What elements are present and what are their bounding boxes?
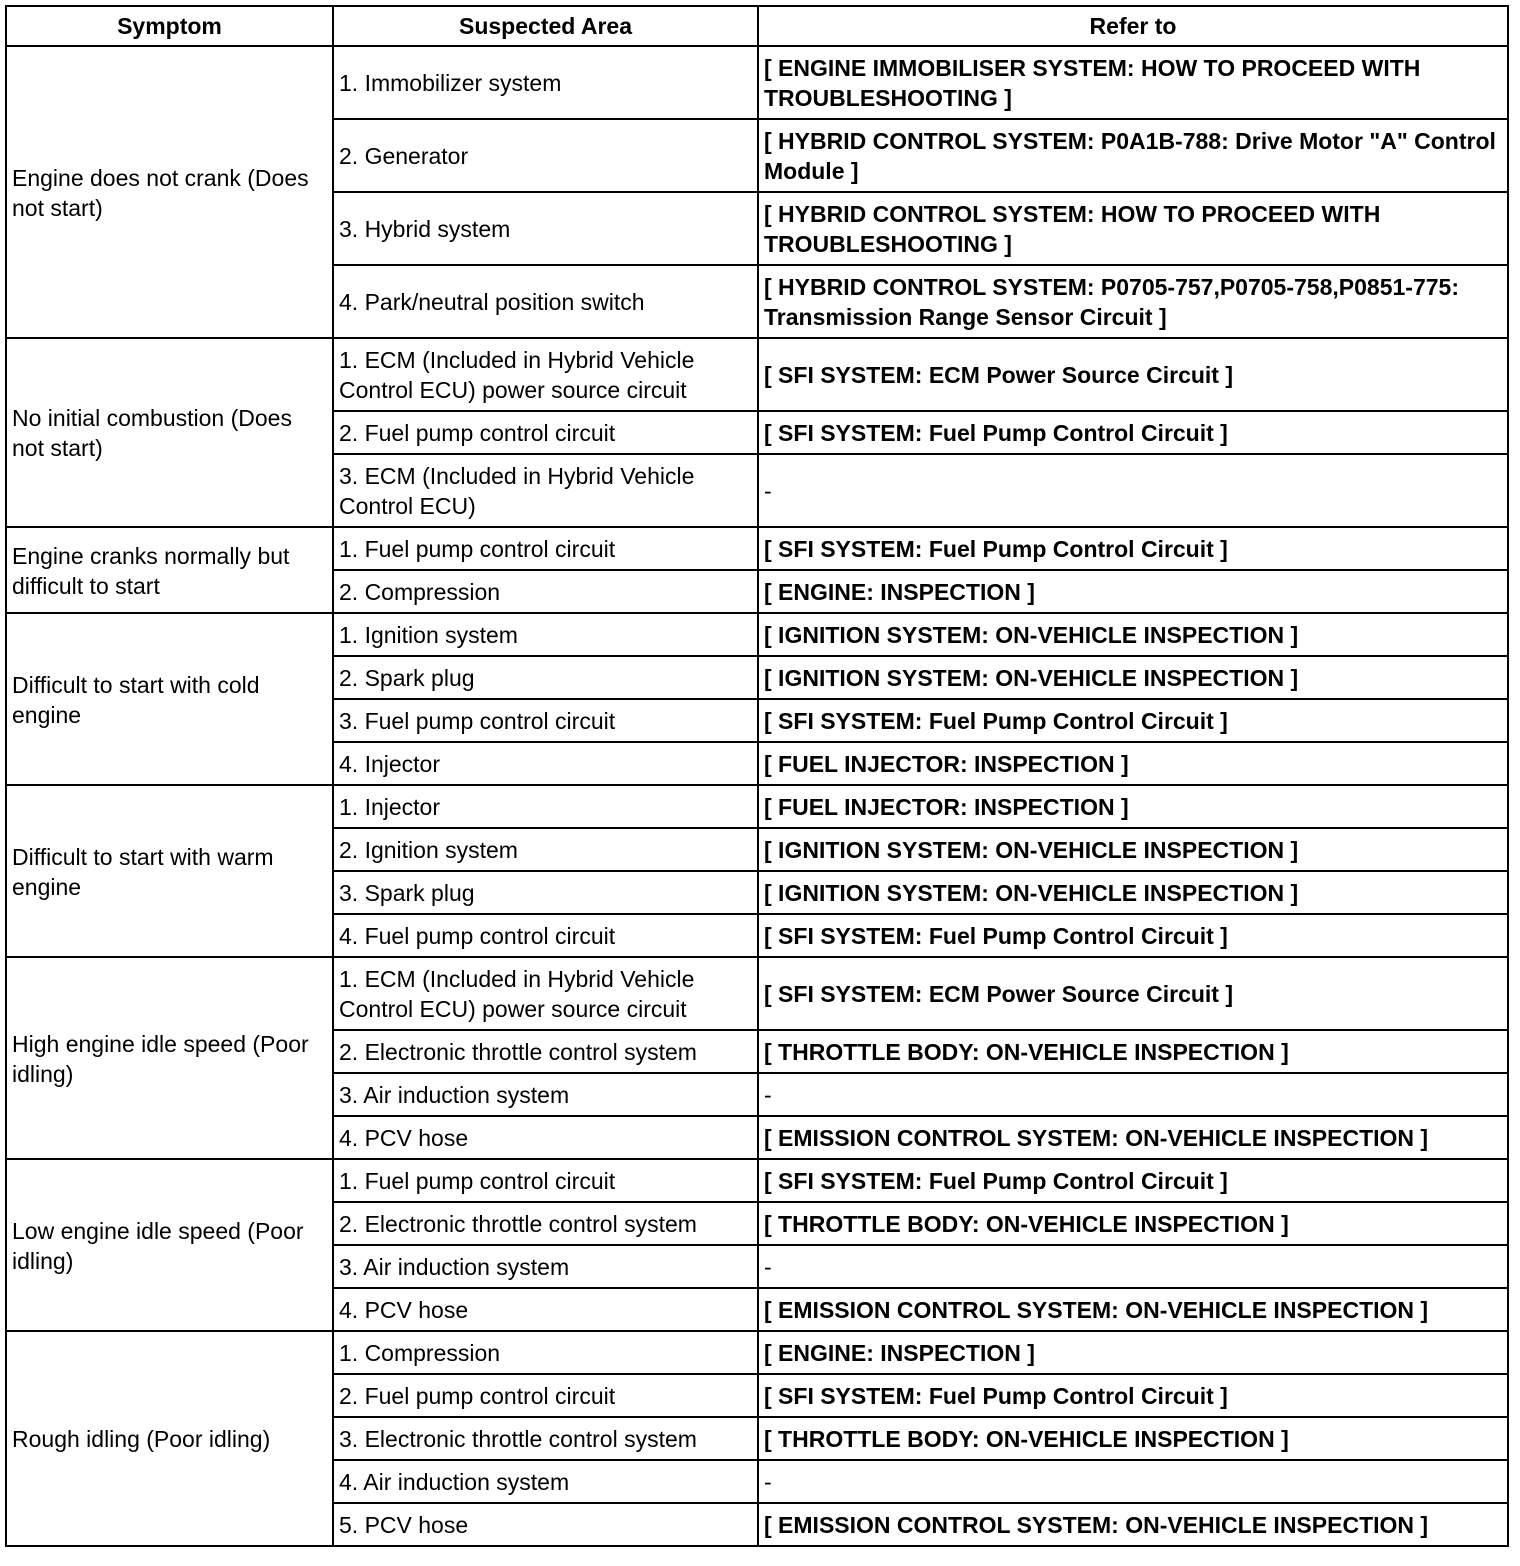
symptom-cell: Rough idling (Poor idling): [6, 1331, 333, 1546]
symptom-cell: Difficult to start with warm engine: [6, 785, 333, 957]
suspected-area-cell: 4. Park/neutral position switch: [333, 265, 758, 338]
table-row: [6, 957, 1508, 1030]
troubleshooting-document: [5, 5, 1509, 1547]
refer-to-link[interactable]: [ THROTTLE BODY: ON-VEHICLE INSPECTION ]: [758, 1030, 1508, 1073]
refer-to-link[interactable]: [ HYBRID CONTROL SYSTEM: P0A1B-788: Drive Motor "A" Control Module ]: [758, 119, 1508, 192]
suspected-area-cell: 1. ECM (Included in Hybrid Vehicle Control ECU) power source circuit: [333, 338, 758, 411]
header-symptom: Symptom: [6, 6, 333, 46]
suspected-area-cell: 2. Generator: [333, 119, 758, 192]
suspected-area-cell: 3. Fuel pump control circuit: [333, 699, 758, 742]
table-row: [6, 338, 1508, 411]
suspected-area-cell: 1. Immobilizer system: [333, 46, 758, 119]
suspected-area-cell: 1. Injector: [333, 785, 758, 828]
problem-symptoms-table: [5, 5, 1509, 1547]
refer-to-link[interactable]: [ SFI SYSTEM: Fuel Pump Control Circuit ]: [758, 1374, 1508, 1417]
refer-to-link[interactable]: [ SFI SYSTEM: ECM Power Source Circuit ]: [758, 338, 1508, 411]
symptom-cell: High engine idle speed (Poor idling): [6, 957, 333, 1159]
refer-to-link[interactable]: [ IGNITION SYSTEM: ON-VEHICLE INSPECTION ]: [758, 871, 1508, 914]
refer-to-cell-empty: -: [758, 454, 1508, 527]
refer-to-link[interactable]: [ FUEL INJECTOR: INSPECTION ]: [758, 785, 1508, 828]
suspected-area-cell: 2. Ignition system: [333, 828, 758, 871]
symptom-cell: Engine cranks normally but difficult to start: [6, 527, 333, 613]
suspected-area-cell: 2. Compression: [333, 570, 758, 613]
refer-to-link[interactable]: [ ENGINE: INSPECTION ]: [758, 570, 1508, 613]
suspected-area-cell: 1. Fuel pump control circuit: [333, 527, 758, 570]
table-row: [6, 527, 1508, 570]
suspected-area-cell: 2. Electronic throttle control system: [333, 1030, 758, 1073]
suspected-area-cell: 2. Fuel pump control circuit: [333, 1374, 758, 1417]
suspected-area-cell: 2. Spark plug: [333, 656, 758, 699]
refer-to-cell-empty: -: [758, 1245, 1508, 1288]
suspected-area-cell: 3. Electronic throttle control system: [333, 1417, 758, 1460]
suspected-area-cell: 3. Air induction system: [333, 1073, 758, 1116]
refer-to-link[interactable]: [ EMISSION CONTROL SYSTEM: ON-VEHICLE INSPECTION ]: [758, 1503, 1508, 1546]
table-row: [6, 1331, 1508, 1374]
table-row: [6, 785, 1508, 828]
suspected-area-cell: 4. PCV hose: [333, 1288, 758, 1331]
refer-to-link[interactable]: [ IGNITION SYSTEM: ON-VEHICLE INSPECTION ]: [758, 656, 1508, 699]
refer-to-link[interactable]: [ SFI SYSTEM: ECM Power Source Circuit ]: [758, 957, 1508, 1030]
refer-to-cell-empty: -: [758, 1460, 1508, 1503]
refer-to-link[interactable]: [ FUEL INJECTOR: INSPECTION ]: [758, 742, 1508, 785]
header-row: [6, 6, 1508, 46]
table-row: [6, 613, 1508, 656]
refer-to-link[interactable]: [ SFI SYSTEM: Fuel Pump Control Circuit ]: [758, 411, 1508, 454]
refer-to-link[interactable]: [ IGNITION SYSTEM: ON-VEHICLE INSPECTION ]: [758, 613, 1508, 656]
suspected-area-cell: 3. Air induction system: [333, 1245, 758, 1288]
refer-to-link[interactable]: [ IGNITION SYSTEM: ON-VEHICLE INSPECTION ]: [758, 828, 1508, 871]
symptom-cell: No initial combustion (Does not start): [6, 338, 333, 527]
suspected-area-cell: 3. ECM (Included in Hybrid Vehicle Control ECU): [333, 454, 758, 527]
refer-to-link[interactable]: [ EMISSION CONTROL SYSTEM: ON-VEHICLE INSPECTION ]: [758, 1116, 1508, 1159]
refer-to-link[interactable]: [ HYBRID CONTROL SYSTEM: HOW TO PROCEED WITH TROUBLESHOOTING ]: [758, 192, 1508, 265]
suspected-area-cell: 1. Fuel pump control circuit: [333, 1159, 758, 1202]
refer-to-link[interactable]: [ HYBRID CONTROL SYSTEM: P0705-757,P0705-758,P0851-775: Transmission Range Sensor Circuit ]: [758, 265, 1508, 338]
refer-to-link[interactable]: [ SFI SYSTEM: Fuel Pump Control Circuit ]: [758, 699, 1508, 742]
suspected-area-cell: 2. Fuel pump control circuit: [333, 411, 758, 454]
symptom-cell: Engine does not crank (Does not start): [6, 46, 333, 338]
suspected-area-cell: 4. Fuel pump control circuit: [333, 914, 758, 957]
refer-to-link[interactable]: [ THROTTLE BODY: ON-VEHICLE INSPECTION ]: [758, 1417, 1508, 1460]
header-suspected-area: Suspected Area: [333, 6, 758, 46]
refer-to-link[interactable]: [ ENGINE IMMOBILISER SYSTEM: HOW TO PROCEED WITH TROUBLESHOOTING ]: [758, 46, 1508, 119]
suspected-area-cell: 4. Air induction system: [333, 1460, 758, 1503]
suspected-area-cell: 1. ECM (Included in Hybrid Vehicle Control ECU) power source circuit: [333, 957, 758, 1030]
suspected-area-cell: 5. PCV hose: [333, 1503, 758, 1546]
suspected-area-cell: 1. Ignition system: [333, 613, 758, 656]
table-row: [6, 46, 1508, 119]
suspected-area-cell: 4. Injector: [333, 742, 758, 785]
symptom-cell: Low engine idle speed (Poor idling): [6, 1159, 333, 1331]
header-refer-to: Refer to: [758, 6, 1508, 46]
refer-to-link[interactable]: [ ENGINE: INSPECTION ]: [758, 1331, 1508, 1374]
refer-to-cell-empty: -: [758, 1073, 1508, 1116]
suspected-area-cell: 3. Spark plug: [333, 871, 758, 914]
suspected-area-cell: 4. PCV hose: [333, 1116, 758, 1159]
refer-to-link[interactable]: [ EMISSION CONTROL SYSTEM: ON-VEHICLE INSPECTION ]: [758, 1288, 1508, 1331]
symptom-cell: Difficult to start with cold engine: [6, 613, 333, 785]
suspected-area-cell: 1. Compression: [333, 1331, 758, 1374]
refer-to-link[interactable]: [ THROTTLE BODY: ON-VEHICLE INSPECTION ]: [758, 1202, 1508, 1245]
suspected-area-cell: 3. Hybrid system: [333, 192, 758, 265]
refer-to-link[interactable]: [ SFI SYSTEM: Fuel Pump Control Circuit ]: [758, 1159, 1508, 1202]
table-body: [6, 46, 1508, 1546]
suspected-area-cell: 2. Electronic throttle control system: [333, 1202, 758, 1245]
refer-to-link[interactable]: [ SFI SYSTEM: Fuel Pump Control Circuit ]: [758, 527, 1508, 570]
refer-to-link[interactable]: [ SFI SYSTEM: Fuel Pump Control Circuit ]: [758, 914, 1508, 957]
table-row: [6, 1159, 1508, 1202]
